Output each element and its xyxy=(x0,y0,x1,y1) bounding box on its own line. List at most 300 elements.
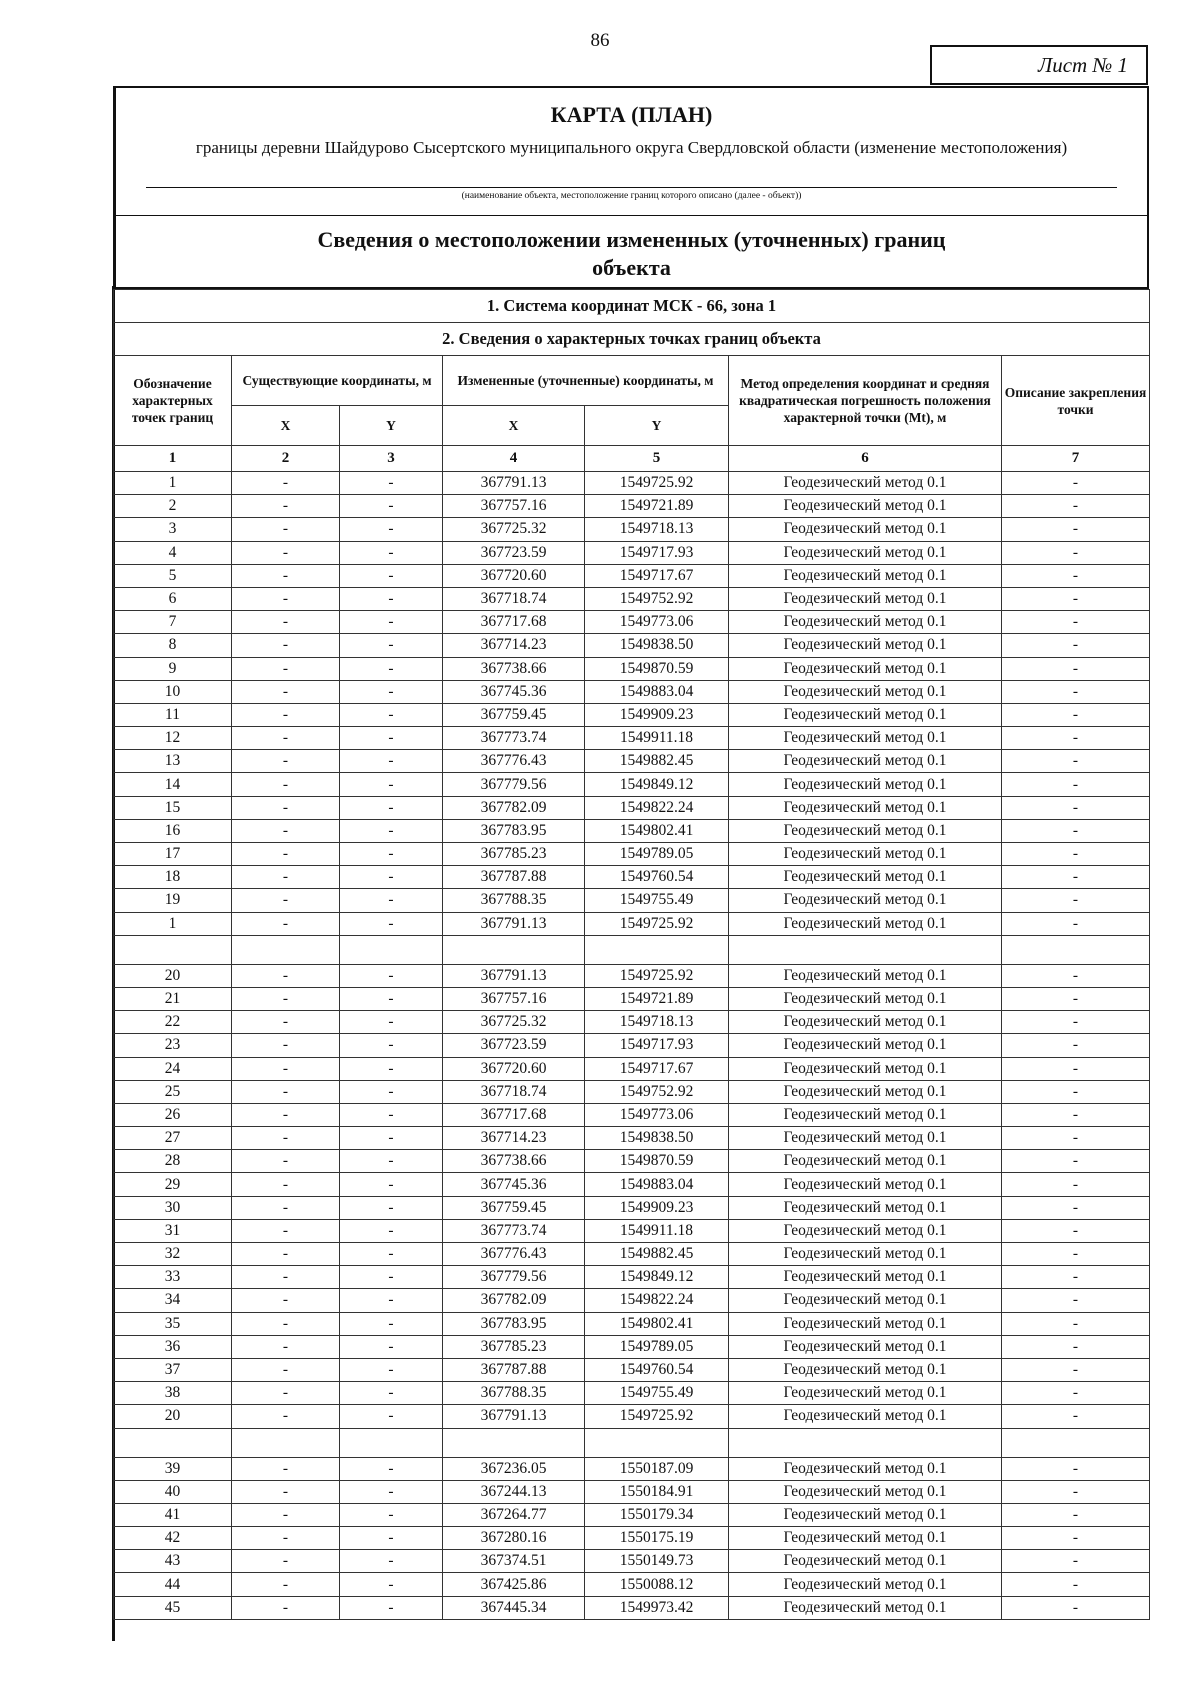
page-number: 86 xyxy=(590,30,610,51)
point-designation-cell: 44 xyxy=(114,1573,232,1596)
fixation-description-cell: - xyxy=(1002,987,1150,1010)
point-designation-cell: 43 xyxy=(114,1550,232,1573)
method-cell: Геодезический метод 0.1 xyxy=(729,912,1002,935)
changed-x-cell: 367445.34 xyxy=(443,1596,585,1619)
table-row xyxy=(114,703,1150,726)
existing-y-cell: - xyxy=(340,1196,443,1219)
fixation-description-cell: - xyxy=(1002,1289,1150,1312)
changed-y-cell: 1549760.54 xyxy=(585,1358,729,1381)
existing-x-cell: - xyxy=(232,1312,340,1335)
table-row xyxy=(114,1503,1150,1526)
table-row xyxy=(114,1057,1150,1080)
method-cell: Геодезический метод 0.1 xyxy=(729,1219,1002,1242)
existing-x-cell: - xyxy=(232,1527,340,1550)
fixation-description-cell: - xyxy=(1002,1243,1150,1266)
existing-y-cell: - xyxy=(340,773,443,796)
fixation-description-cell: - xyxy=(1002,587,1150,610)
changed-y-cell: 1549789.05 xyxy=(585,1335,729,1358)
changed-y-cell: 1549773.06 xyxy=(585,611,729,634)
point-designation-cell: 3 xyxy=(114,518,232,541)
fixation-description-cell: - xyxy=(1002,1596,1150,1619)
points-table-body xyxy=(114,472,1150,1620)
existing-x-cell: - xyxy=(232,1503,340,1526)
point-designation-cell: 27 xyxy=(114,1127,232,1150)
table-row xyxy=(114,564,1150,587)
existing-y-cell: - xyxy=(340,1034,443,1057)
point-designation-cell: 34 xyxy=(114,1289,232,1312)
empty-cell xyxy=(340,1428,443,1457)
document-title: КАРТА (ПЛАН) xyxy=(550,102,713,127)
point-designation-cell: 30 xyxy=(114,1196,232,1219)
changed-x-cell: 367785.23 xyxy=(443,843,585,866)
changed-y-cell: 1549760.54 xyxy=(585,866,729,889)
table-row xyxy=(114,964,1150,987)
fixation-description-cell: - xyxy=(1002,773,1150,796)
existing-x-cell: - xyxy=(232,773,340,796)
existing-y-cell: - xyxy=(340,1289,443,1312)
existing-x-cell: - xyxy=(232,680,340,703)
table-row xyxy=(114,587,1150,610)
method-cell: Геодезический метод 0.1 xyxy=(729,634,1002,657)
point-designation-cell: 22 xyxy=(114,1011,232,1034)
method-cell: Геодезический метод 0.1 xyxy=(729,1358,1002,1381)
changed-x-cell: 367717.68 xyxy=(443,611,585,634)
existing-y-cell: - xyxy=(340,750,443,773)
point-designation-cell: 38 xyxy=(114,1382,232,1405)
changed-x-cell: 367788.35 xyxy=(443,889,585,912)
section-title-line-1: Сведения о местоположении измененных (уточненных) границ xyxy=(317,227,946,252)
table-row xyxy=(114,1196,1150,1219)
existing-x-cell: - xyxy=(232,1034,340,1057)
existing-x-cell: - xyxy=(232,796,340,819)
point-designation-cell: 19 xyxy=(114,889,232,912)
fixation-description-cell: - xyxy=(1002,634,1150,657)
point-designation-cell: 18 xyxy=(114,866,232,889)
changed-y-cell: 1549911.18 xyxy=(585,1219,729,1242)
method-cell: Геодезический метод 0.1 xyxy=(729,1550,1002,1573)
changed-x-cell: 367725.32 xyxy=(443,1011,585,1034)
point-designation-cell: 12 xyxy=(114,727,232,750)
existing-x-cell: - xyxy=(232,634,340,657)
changed-x-cell: 367776.43 xyxy=(443,750,585,773)
changed-y-cell: 1550179.34 xyxy=(585,1503,729,1526)
method-cell: Геодезический метод 0.1 xyxy=(729,1057,1002,1080)
fixation-description-cell: - xyxy=(1002,1150,1150,1173)
point-designation-cell: 25 xyxy=(114,1080,232,1103)
empty-cell xyxy=(232,935,340,964)
changed-x-cell: 367717.68 xyxy=(443,1103,585,1126)
fixation-description-cell: - xyxy=(1002,1503,1150,1526)
column-number: 4 xyxy=(443,446,585,472)
existing-x-cell: - xyxy=(232,1266,340,1289)
fixation-description-cell: - xyxy=(1002,1457,1150,1480)
method-cell: Геодезический метод 0.1 xyxy=(729,1173,1002,1196)
fixation-description-cell: - xyxy=(1002,796,1150,819)
existing-y-cell: - xyxy=(340,843,443,866)
existing-y-cell: - xyxy=(340,1057,443,1080)
existing-y-cell: - xyxy=(340,1527,443,1550)
table-row xyxy=(114,518,1150,541)
changed-x-cell: 367787.88 xyxy=(443,866,585,889)
point-designation-cell: 16 xyxy=(114,819,232,842)
method-cell: Геодезический метод 0.1 xyxy=(729,1457,1002,1480)
method-cell: Геодезический метод 0.1 xyxy=(729,657,1002,680)
sheet-label-text: Лист № 1 xyxy=(1037,52,1128,77)
fixation-description-cell: - xyxy=(1002,1527,1150,1550)
object-name: границы деревни Шайдурово Сысертского муниципального округа Свердловской области (изменение местоположения) xyxy=(195,138,1068,157)
fixation-description-cell: - xyxy=(1002,518,1150,541)
existing-x-cell: - xyxy=(232,1405,340,1428)
point-designation-cell: 23 xyxy=(114,1034,232,1057)
column-number: 2 xyxy=(232,446,340,472)
existing-x-cell: - xyxy=(232,987,340,1010)
changed-y-cell: 1550149.73 xyxy=(585,1550,729,1573)
fixation-description-cell: - xyxy=(1002,1196,1150,1219)
table-row xyxy=(114,634,1150,657)
point-designation-cell: 45 xyxy=(114,1596,232,1619)
point-designation-cell: 33 xyxy=(114,1266,232,1289)
method-cell: Геодезический метод 0.1 xyxy=(729,1011,1002,1034)
table-row xyxy=(114,1550,1150,1573)
existing-x-cell: - xyxy=(232,1358,340,1381)
method-cell: Геодезический метод 0.1 xyxy=(729,518,1002,541)
changed-y-cell: 1549822.24 xyxy=(585,796,729,819)
fixation-description-cell: - xyxy=(1002,750,1150,773)
points-section-title: 2. Сведения о характерных точках границ объекта xyxy=(114,323,1150,356)
changed-y-cell: 1550088.12 xyxy=(585,1573,729,1596)
point-designation-cell: 41 xyxy=(114,1503,232,1526)
table-row xyxy=(114,1312,1150,1335)
existing-y-cell: - xyxy=(340,1243,443,1266)
column-number: 7 xyxy=(1002,446,1150,472)
changed-y-cell: 1549773.06 xyxy=(585,1103,729,1126)
col-designation-header: Обозначение характерных точек границ xyxy=(114,356,232,446)
point-designation-cell: 26 xyxy=(114,1103,232,1126)
changed-y-cell: 1549717.93 xyxy=(585,541,729,564)
method-cell: Геодезический метод 0.1 xyxy=(729,1127,1002,1150)
point-designation-cell: 15 xyxy=(114,796,232,819)
point-designation-cell: 9 xyxy=(114,657,232,680)
table-row xyxy=(114,1150,1150,1173)
table-row xyxy=(114,843,1150,866)
changed-y-cell: 1549802.41 xyxy=(585,819,729,842)
empty-cell xyxy=(443,1428,585,1457)
fixation-description-cell: - xyxy=(1002,1103,1150,1126)
section-title-line-2: объекта xyxy=(592,255,671,280)
table-row xyxy=(114,541,1150,564)
empty-cell xyxy=(585,1428,729,1457)
changed-y-cell: 1549822.24 xyxy=(585,1289,729,1312)
method-cell: Геодезический метод 0.1 xyxy=(729,1573,1002,1596)
method-cell: Геодезический метод 0.1 xyxy=(729,1312,1002,1335)
fixation-description-cell: - xyxy=(1002,1173,1150,1196)
method-cell: Геодезический метод 0.1 xyxy=(729,796,1002,819)
table-row xyxy=(114,912,1150,935)
method-cell: Геодезический метод 0.1 xyxy=(729,1405,1002,1428)
method-cell: Геодезический метод 0.1 xyxy=(729,587,1002,610)
point-designation-cell: 24 xyxy=(114,1057,232,1080)
contour-separator-row xyxy=(114,935,1150,964)
existing-x-cell: - xyxy=(232,1550,340,1573)
table-row xyxy=(114,657,1150,680)
changed-y-cell: 1549755.49 xyxy=(585,889,729,912)
existing-x-cell: - xyxy=(232,1243,340,1266)
changed-x-header: X xyxy=(443,406,585,446)
document-header xyxy=(113,86,1149,289)
fixation-description-cell: - xyxy=(1002,819,1150,842)
method-cell: Геодезический метод 0.1 xyxy=(729,564,1002,587)
fixation-description-cell: - xyxy=(1002,1382,1150,1405)
method-cell: Геодезический метод 0.1 xyxy=(729,1103,1002,1126)
changed-y-cell: 1549717.67 xyxy=(585,1057,729,1080)
contour-separator-row xyxy=(114,1428,1150,1457)
changed-y-cell: 1549789.05 xyxy=(585,843,729,866)
table-row xyxy=(114,1266,1150,1289)
empty-cell xyxy=(729,1428,1002,1457)
changed-x-cell: 367791.13 xyxy=(443,964,585,987)
table-row xyxy=(114,1573,1150,1596)
point-designation-cell: 35 xyxy=(114,1312,232,1335)
method-cell: Геодезический метод 0.1 xyxy=(729,680,1002,703)
table-row xyxy=(114,1527,1150,1550)
point-designation-cell: 39 xyxy=(114,1457,232,1480)
existing-y-cell: - xyxy=(340,587,443,610)
existing-y-cell: - xyxy=(340,1382,443,1405)
changed-y-cell: 1549909.23 xyxy=(585,703,729,726)
point-designation-cell: 6 xyxy=(114,587,232,610)
table-row xyxy=(114,727,1150,750)
existing-x-cell: - xyxy=(232,1103,340,1126)
existing-y-cell: - xyxy=(340,564,443,587)
existing-x-cell: - xyxy=(232,1457,340,1480)
changed-y-cell: 1549883.04 xyxy=(585,680,729,703)
empty-cell xyxy=(1002,935,1150,964)
fixation-description-cell: - xyxy=(1002,1358,1150,1381)
method-cell: Геодезический метод 0.1 xyxy=(729,727,1002,750)
changed-x-cell: 367783.95 xyxy=(443,819,585,842)
existing-y-cell: - xyxy=(340,657,443,680)
changed-x-cell: 367374.51 xyxy=(443,1550,585,1573)
existing-x-cell: - xyxy=(232,657,340,680)
point-designation-cell: 32 xyxy=(114,1243,232,1266)
fixation-description-cell: - xyxy=(1002,843,1150,866)
changed-x-cell: 367280.16 xyxy=(443,1527,585,1550)
point-designation-cell: 4 xyxy=(114,541,232,564)
existing-y-cell: - xyxy=(340,1358,443,1381)
empty-cell xyxy=(1002,1428,1150,1457)
method-cell: Геодезический метод 0.1 xyxy=(729,472,1002,495)
existing-y-cell: - xyxy=(340,703,443,726)
fixation-description-cell: - xyxy=(1002,866,1150,889)
existing-y-cell: - xyxy=(340,1596,443,1619)
fixation-description-cell: - xyxy=(1002,1335,1150,1358)
point-designation-cell: 14 xyxy=(114,773,232,796)
changed-y-cell: 1549721.89 xyxy=(585,987,729,1010)
existing-x-cell: - xyxy=(232,1080,340,1103)
method-cell: Геодезический метод 0.1 xyxy=(729,819,1002,842)
changed-y-cell: 1549849.12 xyxy=(585,1266,729,1289)
fixation-description-cell: - xyxy=(1002,495,1150,518)
existing-y-cell: - xyxy=(340,1103,443,1126)
existing-y-cell: - xyxy=(340,1011,443,1034)
point-designation-cell: 21 xyxy=(114,987,232,1010)
changed-y-cell: 1549882.45 xyxy=(585,1243,729,1266)
changed-x-cell: 367779.56 xyxy=(443,773,585,796)
method-cell: Геодезический метод 0.1 xyxy=(729,703,1002,726)
existing-x-cell: - xyxy=(232,1219,340,1242)
table-row xyxy=(114,1243,1150,1266)
method-cell: Геодезический метод 0.1 xyxy=(729,1150,1002,1173)
changed-x-cell: 367725.32 xyxy=(443,518,585,541)
changed-x-cell: 367720.60 xyxy=(443,1057,585,1080)
fixation-description-cell: - xyxy=(1002,1080,1150,1103)
existing-y-cell: - xyxy=(340,1312,443,1335)
method-cell: Геодезический метод 0.1 xyxy=(729,1335,1002,1358)
existing-y-cell: - xyxy=(340,1266,443,1289)
changed-x-cell: 367244.13 xyxy=(443,1480,585,1503)
changed-x-cell: 367791.13 xyxy=(443,472,585,495)
existing-y-cell: - xyxy=(340,912,443,935)
point-designation-cell: 42 xyxy=(114,1527,232,1550)
table-row xyxy=(114,1080,1150,1103)
changed-y-cell: 1549802.41 xyxy=(585,1312,729,1335)
point-designation-cell: 37 xyxy=(114,1358,232,1381)
object-name-caption: (наименование объекта, местоположение границ которого описано (далее - объект)) xyxy=(461,191,802,201)
changed-y-cell: 1549755.49 xyxy=(585,1382,729,1405)
header-divider xyxy=(116,215,1147,216)
existing-y-cell: - xyxy=(340,1173,443,1196)
existing-x-cell: - xyxy=(232,587,340,610)
changed-y-cell: 1549882.45 xyxy=(585,750,729,773)
table-row xyxy=(114,495,1150,518)
point-designation-cell: 28 xyxy=(114,1150,232,1173)
existing-y-cell: - xyxy=(340,796,443,819)
changed-x-cell: 367791.13 xyxy=(443,1405,585,1428)
changed-x-cell: 367745.36 xyxy=(443,680,585,703)
existing-x-cell: - xyxy=(232,1150,340,1173)
method-cell: Геодезический метод 0.1 xyxy=(729,1196,1002,1219)
changed-y-cell: 1549725.92 xyxy=(585,964,729,987)
method-cell: Геодезический метод 0.1 xyxy=(729,773,1002,796)
existing-x-cell: - xyxy=(232,1011,340,1034)
sheet-label xyxy=(930,45,1148,85)
changed-x-cell: 367738.66 xyxy=(443,657,585,680)
table-row xyxy=(114,611,1150,634)
point-designation-cell: 31 xyxy=(114,1219,232,1242)
changed-y-cell: 1549838.50 xyxy=(585,634,729,657)
existing-x-cell: - xyxy=(232,1382,340,1405)
existing-x-cell: - xyxy=(232,750,340,773)
changed-y-cell: 1549909.23 xyxy=(585,1196,729,1219)
existing-x-cell: - xyxy=(232,1196,340,1219)
existing-y-cell: - xyxy=(340,964,443,987)
changed-y-cell: 1549870.59 xyxy=(585,1150,729,1173)
boundary-points-table xyxy=(113,289,1150,1620)
method-cell: Геодезический метод 0.1 xyxy=(729,750,1002,773)
table-row xyxy=(114,1034,1150,1057)
method-cell: Геодезический метод 0.1 xyxy=(729,1527,1002,1550)
method-cell: Геодезический метод 0.1 xyxy=(729,611,1002,634)
fixation-description-cell: - xyxy=(1002,1266,1150,1289)
table-row xyxy=(114,1173,1150,1196)
existing-y-cell: - xyxy=(340,1127,443,1150)
existing-x-header: X xyxy=(232,406,340,446)
changed-x-cell: 367773.74 xyxy=(443,727,585,750)
changed-x-cell: 367788.35 xyxy=(443,1382,585,1405)
existing-x-cell: - xyxy=(232,541,340,564)
changed-y-cell: 1549752.92 xyxy=(585,1080,729,1103)
existing-y-cell: - xyxy=(340,518,443,541)
existing-y-cell: - xyxy=(340,1150,443,1173)
method-cell: Геодезический метод 0.1 xyxy=(729,964,1002,987)
existing-y-cell: - xyxy=(340,1405,443,1428)
point-designation-cell: 20 xyxy=(114,1405,232,1428)
method-cell: Геодезический метод 0.1 xyxy=(729,987,1002,1010)
method-cell: Геодезический метод 0.1 xyxy=(729,866,1002,889)
method-cell: Геодезический метод 0.1 xyxy=(729,541,1002,564)
col-method-header: Метод определения координат и средняя квадратическая погрешность положения характерной точки (Mt), м xyxy=(729,356,1002,446)
empty-cell xyxy=(232,1428,340,1457)
existing-y-cell: - xyxy=(340,495,443,518)
changed-y-cell: 1549725.92 xyxy=(585,912,729,935)
existing-x-cell: - xyxy=(232,727,340,750)
point-designation-cell: 13 xyxy=(114,750,232,773)
empty-cell xyxy=(729,935,1002,964)
point-designation-cell: 2 xyxy=(114,495,232,518)
changed-y-cell: 1549838.50 xyxy=(585,1127,729,1150)
existing-y-cell: - xyxy=(340,1550,443,1573)
changed-x-cell: 367718.74 xyxy=(443,587,585,610)
fixation-description-cell: - xyxy=(1002,1011,1150,1034)
existing-y-cell: - xyxy=(340,819,443,842)
method-cell: Геодезический метод 0.1 xyxy=(729,1596,1002,1619)
changed-y-cell: 1550187.09 xyxy=(585,1457,729,1480)
section-title xyxy=(116,226,1147,282)
table-row xyxy=(114,819,1150,842)
existing-y-cell: - xyxy=(340,1080,443,1103)
changed-x-cell: 367791.13 xyxy=(443,912,585,935)
existing-x-cell: - xyxy=(232,611,340,634)
existing-y-cell: - xyxy=(340,611,443,634)
changed-x-cell: 367783.95 xyxy=(443,1312,585,1335)
changed-y-cell: 1549718.13 xyxy=(585,518,729,541)
point-designation-cell: 5 xyxy=(114,564,232,587)
coordinate-system: 1. Система координат МСК - 66, зона 1 xyxy=(114,290,1150,323)
method-cell: Геодезический метод 0.1 xyxy=(729,889,1002,912)
existing-y-cell: - xyxy=(340,866,443,889)
table-row xyxy=(114,1289,1150,1312)
existing-x-cell: - xyxy=(232,889,340,912)
fixation-description-cell: - xyxy=(1002,1127,1150,1150)
existing-y-cell: - xyxy=(340,472,443,495)
changed-y-cell: 1549973.42 xyxy=(585,1596,729,1619)
changed-x-cell: 367773.74 xyxy=(443,1219,585,1242)
point-designation-cell: 36 xyxy=(114,1335,232,1358)
existing-y-cell: - xyxy=(340,1480,443,1503)
point-designation-cell: 17 xyxy=(114,843,232,866)
empty-cell xyxy=(585,935,729,964)
existing-x-cell: - xyxy=(232,1173,340,1196)
method-cell: Геодезический метод 0.1 xyxy=(729,495,1002,518)
point-designation-cell: 8 xyxy=(114,634,232,657)
table-row xyxy=(114,773,1150,796)
fixation-description-cell: - xyxy=(1002,541,1150,564)
fixation-description-cell: - xyxy=(1002,912,1150,935)
method-cell: Геодезический метод 0.1 xyxy=(729,1480,1002,1503)
changed-y-cell: 1549725.92 xyxy=(585,472,729,495)
fixation-description-cell: - xyxy=(1002,657,1150,680)
fixation-description-cell: - xyxy=(1002,1573,1150,1596)
